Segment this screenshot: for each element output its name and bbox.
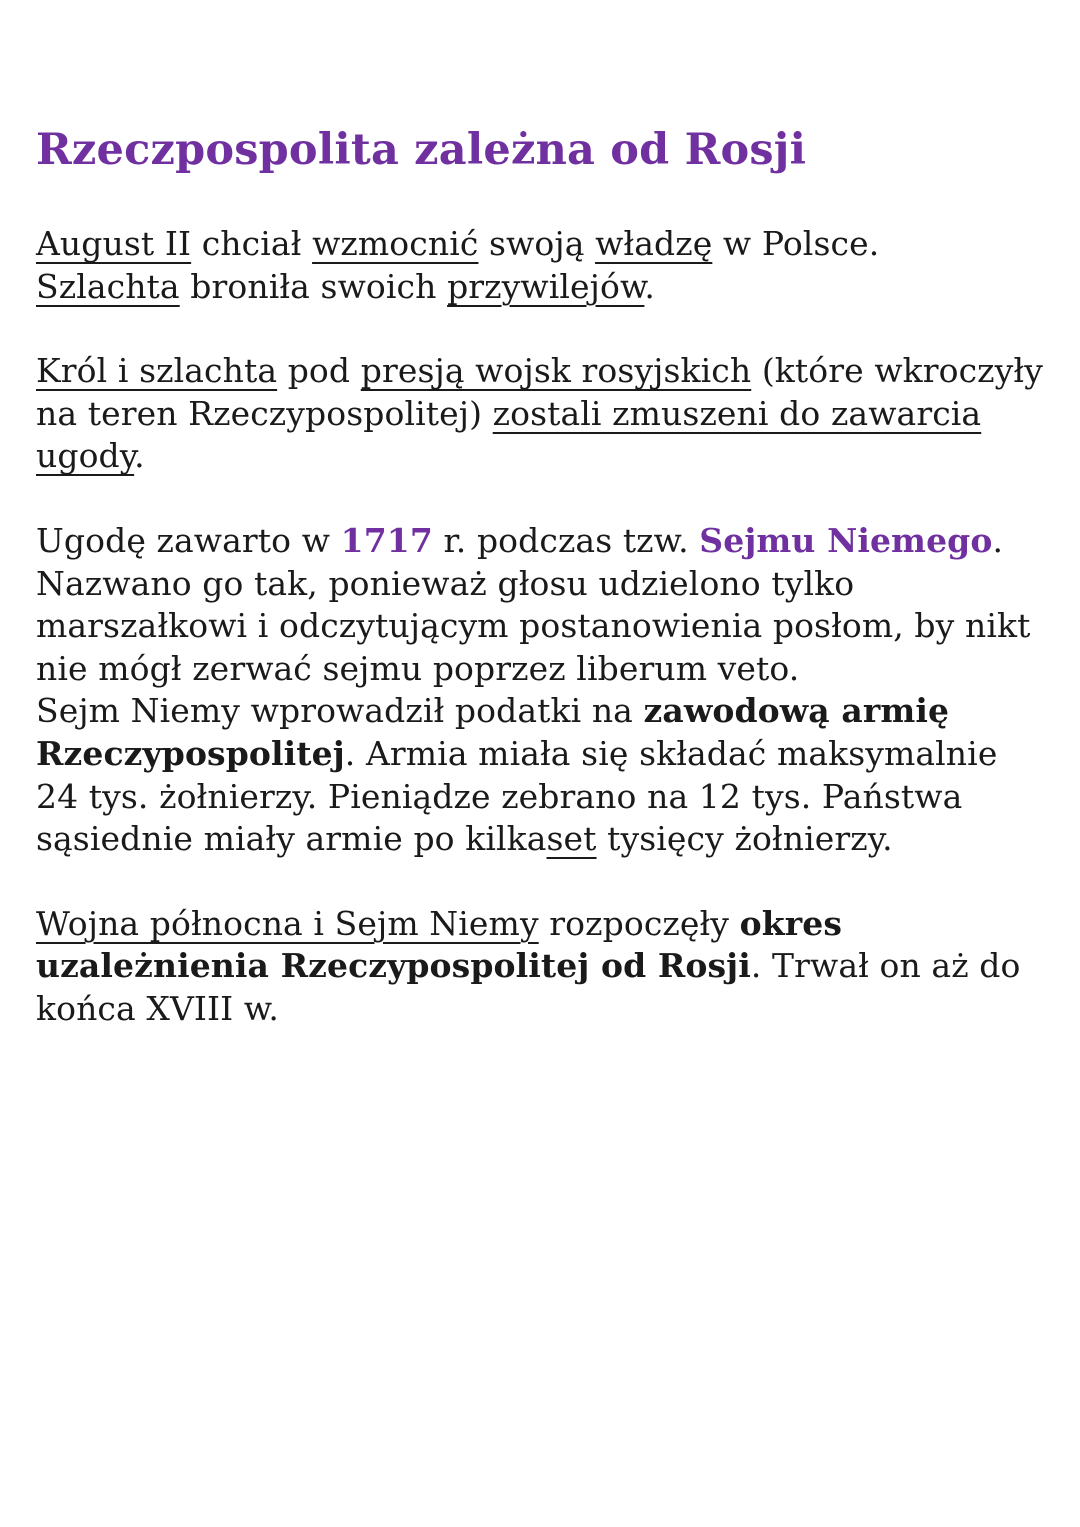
paragraph-krol — [36, 350, 1046, 478]
term-set: set — [546, 819, 597, 859]
document-page — [36, 118, 1046, 1031]
term-august-ii: August II — [36, 224, 192, 263]
bold-okres-uzaleznienia: okres uzależnienia Rzeczypospolitej od Rosji — [36, 903, 842, 986]
text: broniła swoich — [179, 266, 448, 306]
text: pod — [277, 351, 361, 391]
term-krol-i-szlachta: Król i szlachta — [36, 351, 278, 391]
text: r. podczas tzw. — [432, 520, 700, 560]
paragraph-wojna-polnocna — [36, 903, 1046, 1031]
text: chciał — [191, 224, 313, 263]
text: rozpoczęły — [538, 903, 740, 943]
term-wladze: władzę — [595, 224, 713, 263]
text: swoją — [478, 224, 596, 263]
text: . — [134, 436, 145, 476]
page-title: Rzeczpospolita zależna od Rosji — [36, 125, 807, 175]
text: Ugodę zawarto w — [36, 520, 341, 560]
bold-zawodowa-armia: zawodową armię Rzeczypospolitej — [36, 691, 950, 773]
text: . Trwał on aż do końca XVIII w. — [36, 946, 1021, 1028]
term-przywilejow: przywilejów — [447, 266, 645, 306]
paragraph-august — [36, 223, 1046, 308]
text: . — [644, 266, 655, 306]
term-wzmocnic: wzmocnić — [312, 224, 479, 263]
text: . Armia miała się składać maksymalnie 24 tys. żołnierzy. Pieniądze zebrano na 12 tys. Państwa sąsiednie miały armie po kilka — [36, 733, 998, 859]
text: . — [992, 520, 1004, 560]
paragraph-sejm-niemy — [36, 520, 1046, 861]
term-wojna-polnocna: Wojna północna i Sejm Niemy — [36, 903, 539, 943]
text: tysięcy żołnierzy. — [596, 819, 893, 859]
text: Nazwano go tak, ponieważ głosu udzielono tylko marszałkowi i odczytującym postanowienia posłom, by nikt nie mógł zerwać sejmu poprzez liberum veto. — [36, 563, 1031, 688]
highlight-sejm-niemego: Sejmu Niemego — [699, 520, 993, 560]
term-szlachta: Szlachta — [36, 266, 180, 306]
text: w Polsce. — [712, 224, 880, 263]
text: Sejm Niemy wprowadził podatki na — [36, 691, 644, 731]
term-zostali-zmuszeni: zostali zmuszeni do zawarcia ugody — [36, 393, 982, 476]
highlight-year: 1717 — [340, 520, 433, 560]
text: (które wkroczyły na teren Rzeczypospolitej) — [36, 351, 1043, 433]
term-presja-wojsk: presją wojsk rosyjskich — [360, 351, 752, 391]
